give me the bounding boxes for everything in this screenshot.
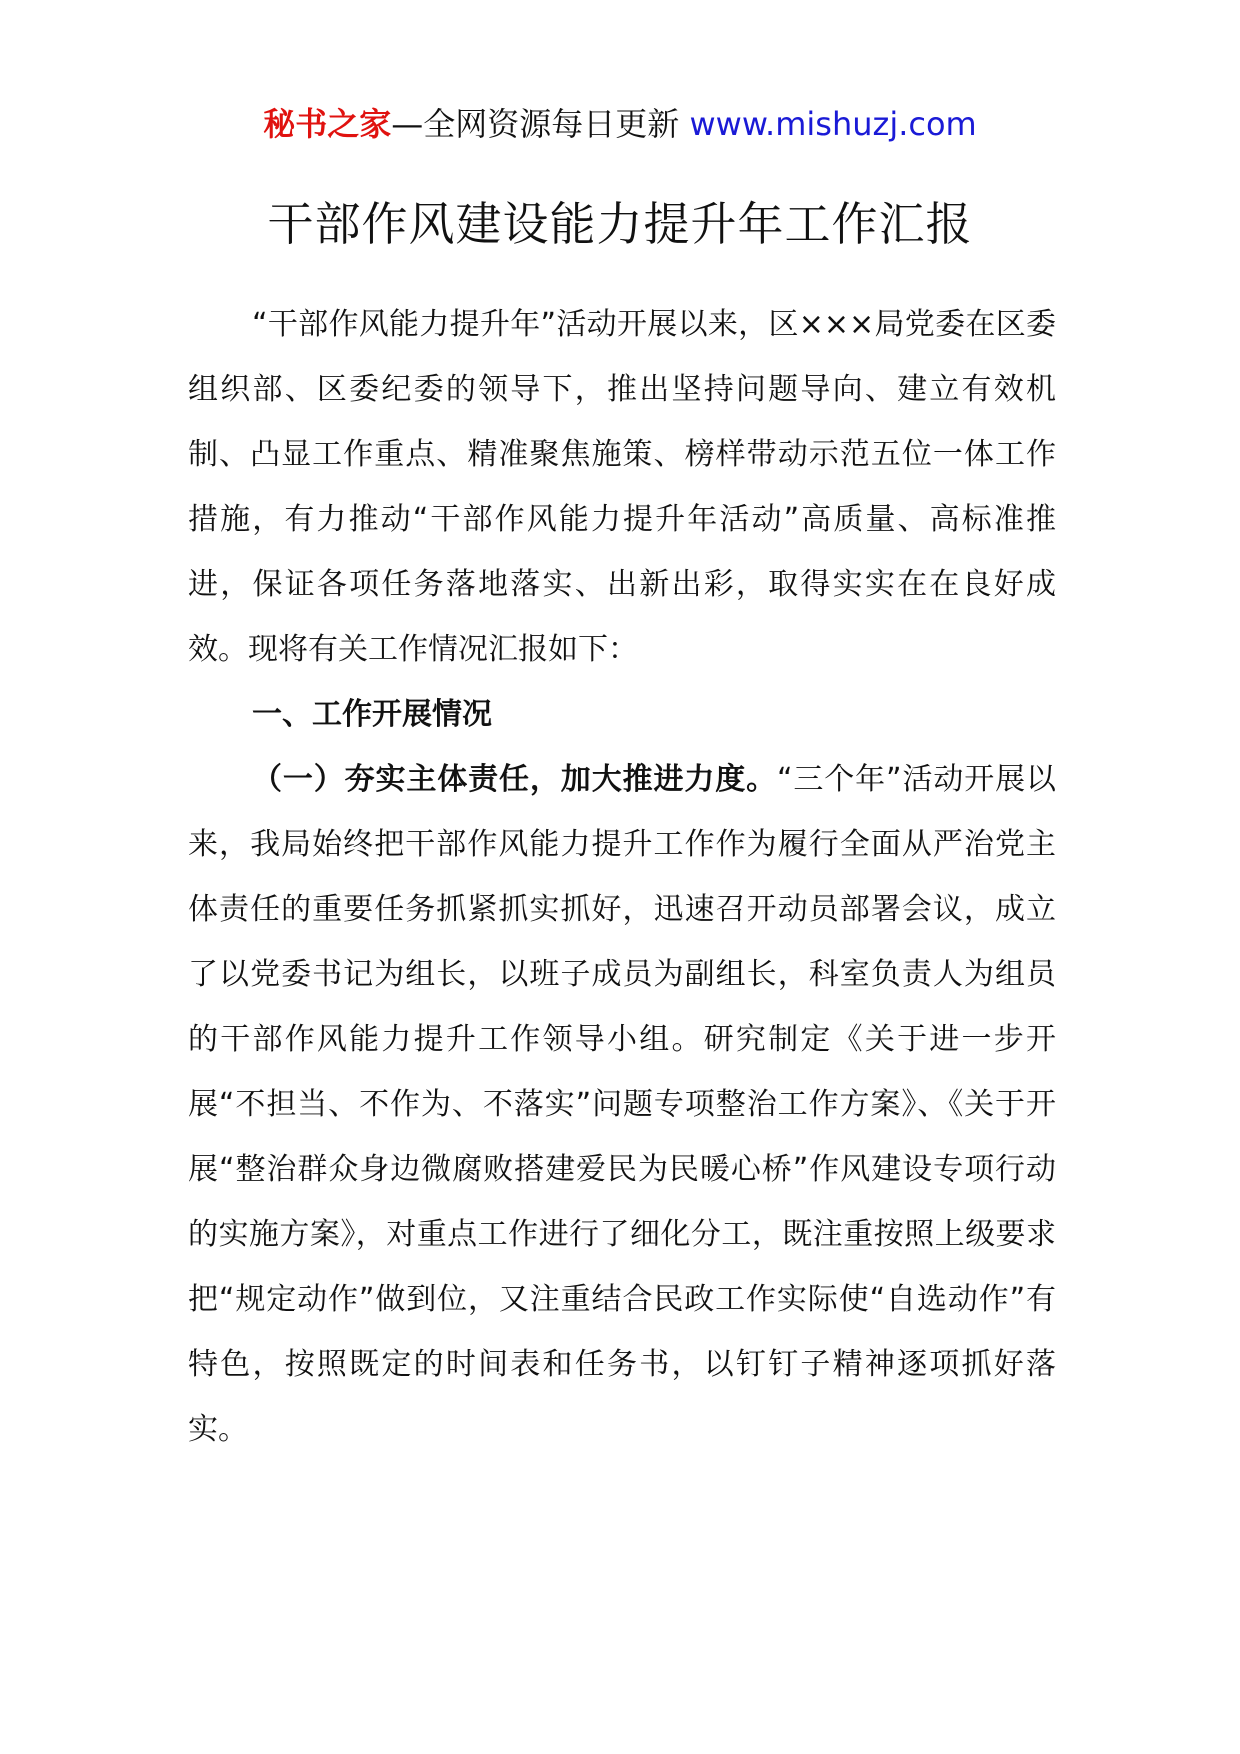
document-title: 干部作风建设能力提升年工作汇报 xyxy=(267,197,973,251)
subsection-heading: （一）夯实主体责任，加大推进力度。 xyxy=(252,762,777,797)
section-heading: 一、工作开展情况 xyxy=(252,697,492,732)
intro-paragraph: “干部作风能力提升年”活动开展以来，区×××局党委在区委组织部、区委纪委的领导下，推出坚持问题导向、建立有效机制、凸显工作重点、精准聚焦施策、榜样带动示范五位一体工作措施，有力推动“干部作风能力提升年活动”高质量、高标准推进，保证各项任务落地落实、出新出彩，取得实实在在良好成效。现将有关工作情况汇报如下： xyxy=(188,307,1056,667)
subsection-body: “三个年”活动开展以来，我局始终把干部作风能力提升工作作为履行全面从严治党主体责任的重要任务抓紧抓实抓好，迅速召开动员部署会议，成立了以党委书记为组长，以班子成员为副组长，科室负责人为组员的干部作风能力提升工作领导小组。研究制定《关于进一步开展“不担当、不作为、不落实”问题专项整治工作方案》、《关于开展“整治群众身边微腐败搭建爱民为民暖心桥”作风建设专项行动的实施方案》，对重点工作进行了细化分工，既注重按照上级要求把“规定动作”做到位，又注重结合民政工作实际使“自选动作”有特色，按照既定的时间表和任务书，以钉钉子精神逐项抓好落实。 xyxy=(188,762,1056,1447)
subsection-paragraph xyxy=(188,747,1056,1462)
site-header xyxy=(0,100,1240,148)
site-brand: 秘书之家 xyxy=(263,105,392,143)
site-tagline: —全网资源每日更新 xyxy=(391,105,680,143)
site-url-link[interactable]: www.mishuzj.com xyxy=(689,105,977,143)
document-body xyxy=(188,292,1056,1462)
